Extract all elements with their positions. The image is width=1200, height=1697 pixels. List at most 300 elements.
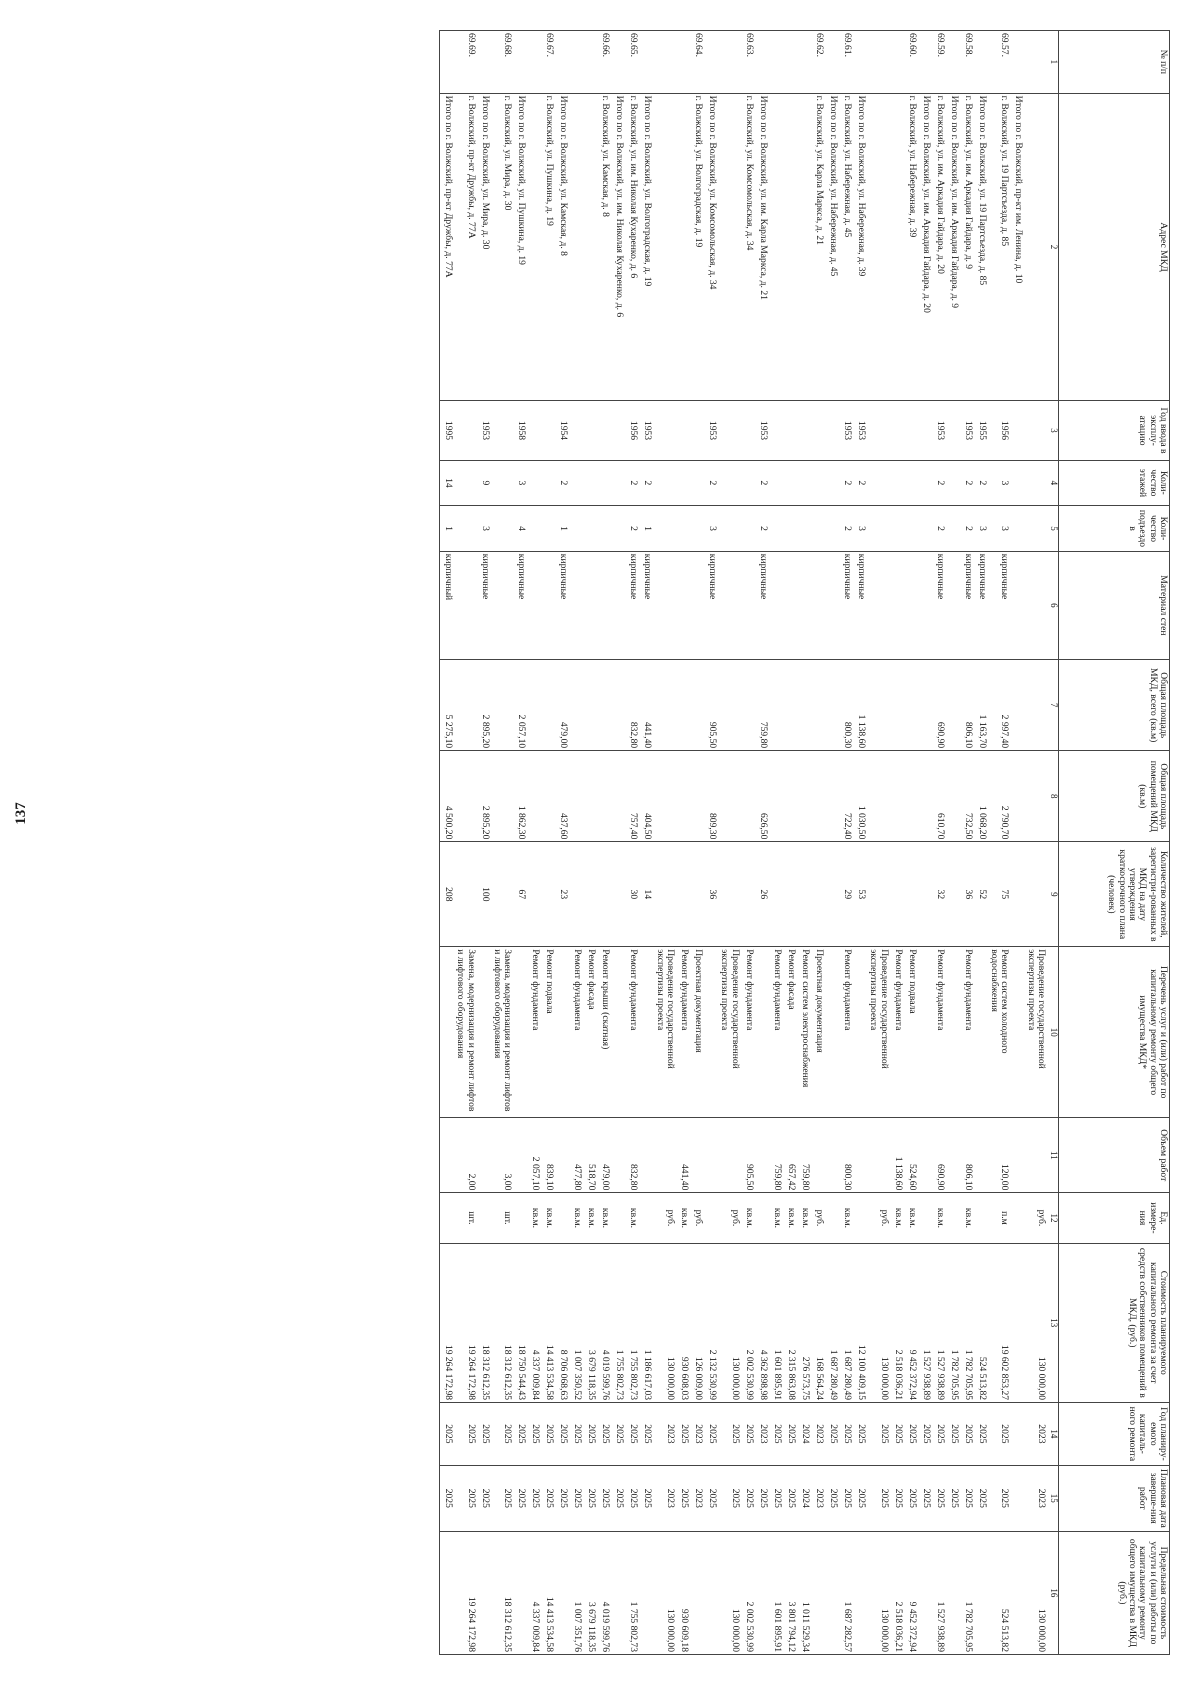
table-cell xyxy=(527,551,541,659)
table-cell xyxy=(825,506,839,552)
table-cell: 1 xyxy=(439,506,454,552)
table-cell xyxy=(946,660,960,751)
table-cell xyxy=(1010,1403,1024,1466)
table-row xyxy=(960,31,974,1655)
column-number: 9 xyxy=(1047,842,1059,947)
table-cell xyxy=(541,660,555,751)
table-cell: г. Волжский, ул. Пушкина, д. 19 xyxy=(541,93,555,401)
table-cell xyxy=(527,460,541,506)
table-cell: 732,50 xyxy=(960,751,974,842)
table-cell: 3 xyxy=(988,506,1011,552)
table-cell: кирпичные xyxy=(704,551,718,659)
table-cell xyxy=(918,660,932,751)
table-cell xyxy=(974,31,988,94)
table-cell: 441,40 xyxy=(639,660,653,751)
table-cell: 2025 xyxy=(477,1403,491,1466)
table-cell xyxy=(676,842,690,947)
table-cell xyxy=(825,551,839,659)
table-cell: 1 755 802,73 xyxy=(625,1243,639,1403)
table-cell: г. Волжский, ул. Комсомольская, д. 34 xyxy=(741,93,755,401)
table-cell: 2025 xyxy=(769,1403,783,1466)
table-cell: 18 312 612,35 xyxy=(491,1531,514,1654)
table-cell xyxy=(718,93,741,401)
table-cell: 1 163,70 xyxy=(974,660,988,751)
table-cell: 2025 xyxy=(741,1403,755,1466)
table-cell xyxy=(890,31,904,94)
table-cell xyxy=(1010,842,1024,947)
table-cell xyxy=(797,460,811,506)
table-cell: 2 xyxy=(639,460,653,506)
table-cell xyxy=(783,551,797,659)
table-row xyxy=(541,31,555,1655)
table-cell: 30 xyxy=(625,842,639,947)
table-cell xyxy=(946,842,960,947)
table-cell xyxy=(676,551,690,659)
table-cell: 2025 xyxy=(513,1403,527,1466)
table-cell: 2025 xyxy=(946,1465,960,1531)
table-cell: 130 000,00 xyxy=(867,1243,890,1403)
table-cell xyxy=(783,751,797,842)
table-cell xyxy=(890,660,904,751)
table-row xyxy=(569,31,583,1655)
table-cell: 1995 xyxy=(439,401,454,460)
table-cell xyxy=(1024,1118,1047,1193)
column-header: Коли-чество подъездо в xyxy=(1059,506,1170,552)
table-cell: 1 782 705,95 xyxy=(960,1243,974,1403)
table-cell xyxy=(783,506,797,552)
table-cell: 441,40 xyxy=(676,1118,690,1193)
table-cell: 2 895,20 xyxy=(477,751,491,842)
table-cell: г. Волжский, ул. Волгоградская, д. 19 xyxy=(690,93,704,401)
table-cell: 75 xyxy=(988,842,1011,947)
table-cell xyxy=(555,31,569,94)
table-cell: 437,60 xyxy=(555,751,569,842)
table-cell: 130 000,00 xyxy=(718,1531,741,1654)
table-cell: 1953 xyxy=(960,401,974,460)
table-cell: 1955 xyxy=(974,401,988,460)
column-number: 1 xyxy=(1047,31,1059,94)
table-row xyxy=(1024,31,1047,1655)
table-cell xyxy=(439,1118,454,1193)
table-cell: 2025 xyxy=(918,1465,932,1531)
table-cell: 2025 xyxy=(932,1403,946,1466)
table-cell: 18 312 612,35 xyxy=(477,1243,491,1403)
table-cell xyxy=(541,751,555,842)
table-cell xyxy=(1024,506,1047,552)
table-cell: 930 609,18 xyxy=(676,1531,690,1654)
table-cell xyxy=(890,551,904,659)
table-cell xyxy=(946,1531,960,1654)
table-cell: Итого по г. Волжский, пр-кт им. Ленина, д. 10 xyxy=(1010,93,1024,401)
table-cell: 126 009,00 xyxy=(690,1243,704,1403)
table-cell xyxy=(918,1193,932,1243)
column-header: Стоимость планируемого капитального ремонта за счет средств собственников помещений в МКД, (руб.) xyxy=(1059,1243,1170,1403)
table-cell: Ремонт систем электроснабжения xyxy=(797,947,811,1118)
table-cell: 759,80 xyxy=(797,1118,811,1193)
table-cell xyxy=(653,93,676,401)
column-header: Материал стен xyxy=(1059,551,1170,659)
table-cell xyxy=(1010,1118,1024,1193)
table-cell: 2 002 530,99 xyxy=(741,1531,755,1654)
table-cell: 1 007 351,76 xyxy=(569,1531,583,1654)
column-number: 6 xyxy=(1047,551,1059,659)
table-cell: кв.м. xyxy=(839,1193,853,1243)
table-cell xyxy=(569,31,583,94)
table-cell: 1 xyxy=(555,506,569,552)
table-cell: 2025 xyxy=(611,1465,625,1531)
table-cell: кв.м. xyxy=(769,1193,783,1243)
table-cell xyxy=(583,93,597,401)
table-cell: 2025 xyxy=(491,1465,514,1531)
table-cell xyxy=(690,401,704,460)
table-cell xyxy=(867,1118,890,1193)
table-cell: Ремонт фундамента xyxy=(769,947,783,1118)
column-header: Общая площадь МКД, всего (кв.м) xyxy=(1059,660,1170,751)
table-cell: 1 186 617,03 xyxy=(639,1243,653,1403)
table-cell xyxy=(1024,842,1047,947)
table-cell: Ремонт фундамента xyxy=(741,947,755,1118)
table-cell: 2 xyxy=(755,506,769,552)
table-cell: 2025 xyxy=(527,1403,541,1466)
table-cell: 2025 xyxy=(569,1465,583,1531)
table-cell xyxy=(1010,1193,1024,1243)
table-cell: кирпичные xyxy=(513,551,527,659)
table-cell: 2025 xyxy=(960,1465,974,1531)
table-cell xyxy=(867,551,890,659)
table-cell: Ремонт фундамента xyxy=(890,947,904,1118)
table-cell xyxy=(825,1531,839,1654)
column-header: Адрес МКД xyxy=(1059,93,1170,401)
table-cell xyxy=(718,460,741,506)
table-row xyxy=(932,31,946,1655)
table-cell: 130 000,00 xyxy=(718,1243,741,1403)
table-cell xyxy=(946,751,960,842)
table-cell xyxy=(597,751,611,842)
table-cell: г. Волжский, пр-кт Дружбы, д. 77А xyxy=(454,93,477,401)
table-cell: 29 xyxy=(839,842,853,947)
table-cell xyxy=(477,1193,491,1243)
table-cell xyxy=(569,401,583,460)
table-cell xyxy=(639,31,653,94)
table-cell xyxy=(946,506,960,552)
table-header xyxy=(1059,31,1170,1655)
column-header: Объем работ xyxy=(1059,1118,1170,1193)
table-cell xyxy=(825,660,839,751)
table-cell xyxy=(755,947,769,1118)
table-cell: 1953 xyxy=(853,401,867,460)
table-cell xyxy=(527,31,541,94)
table-cell: 2 xyxy=(704,460,718,506)
table-cell xyxy=(1010,947,1024,1118)
table-cell xyxy=(690,751,704,842)
table-cell: 69.67. xyxy=(541,31,555,94)
table-cell: Ремонт систем холодного водоснабжения xyxy=(988,947,1011,1118)
table-cell: Ремонт фундамента xyxy=(839,947,853,1118)
table-cell: 2 057,10 xyxy=(513,660,527,751)
table-cell: руб. xyxy=(867,1193,890,1243)
column-number: 15 xyxy=(1047,1465,1059,1531)
table-cell: 2025 xyxy=(853,1465,867,1531)
table-cell: 36 xyxy=(960,842,974,947)
table-cell xyxy=(904,401,918,460)
table-cell: Итого по г. Волжский, ул. им. Аркадия Гайдара, д. 9 xyxy=(946,93,960,401)
table-cell: 19 264 172,98 xyxy=(454,1243,477,1403)
table-cell: 69.58. xyxy=(960,31,974,94)
table-cell xyxy=(755,31,769,94)
table-cell: г. Волжский, ул. Карла Маркса, д. 21 xyxy=(811,93,825,401)
table-cell xyxy=(853,947,867,1118)
table-cell xyxy=(755,1531,769,1654)
table-cell: Проведение государственной экспертизы проекта xyxy=(1024,947,1047,1118)
table-row xyxy=(676,31,690,1655)
table-row xyxy=(918,31,932,1655)
table-cell xyxy=(676,660,690,751)
table-row xyxy=(741,31,755,1655)
table-cell xyxy=(555,1118,569,1193)
table-cell xyxy=(1024,93,1047,401)
table-cell: 4 019 599,76 xyxy=(597,1531,611,1654)
table-cell: 2025 xyxy=(439,1403,454,1466)
table-cell xyxy=(527,506,541,552)
table-cell xyxy=(867,31,890,94)
table-cell xyxy=(918,31,932,94)
table-cell xyxy=(690,460,704,506)
table-cell xyxy=(718,31,741,94)
table-cell: кв.м. xyxy=(541,1193,555,1243)
table-row xyxy=(946,31,960,1655)
table-row xyxy=(611,31,625,1655)
column-header: Ед. измере-ния xyxy=(1059,1193,1170,1243)
table-cell: 4 xyxy=(513,506,527,552)
table-cell xyxy=(853,1531,867,1654)
table-cell xyxy=(904,460,918,506)
table-cell: 2025 xyxy=(890,1403,904,1466)
table-row xyxy=(904,31,918,1655)
table-cell xyxy=(676,93,690,401)
table-cell xyxy=(477,1531,491,1654)
table-cell: 5 275,10 xyxy=(439,660,454,751)
table-cell xyxy=(439,31,454,94)
table-cell: Замена, модернизация и ремонт лифтов и лифтового оборудования xyxy=(454,947,477,1118)
table-cell: Ремонт подвала xyxy=(904,947,918,1118)
table-cell: 905,50 xyxy=(741,1118,755,1193)
table-cell: 69.62. xyxy=(811,31,825,94)
table-cell: Итого по г. Волжский, ул. Пушкина, д. 19 xyxy=(513,93,527,401)
table-cell xyxy=(741,506,755,552)
table-cell: Итого по г. Волжский, ул. Волгоградская, д. 19 xyxy=(639,93,653,401)
table-cell: кв.м. xyxy=(527,1193,541,1243)
table-cell xyxy=(583,31,597,94)
table-cell: 2025 xyxy=(513,1465,527,1531)
table-cell xyxy=(811,842,825,947)
table-cell: 3 679 118,35 xyxy=(583,1531,597,1654)
table-body xyxy=(439,31,1058,1655)
table-cell xyxy=(555,1193,569,1243)
table-cell: 806,10 xyxy=(960,1118,974,1193)
table-cell: 1 862,30 xyxy=(513,751,527,842)
table-cell: Итого по г. Волжский, ул. им. Аркадия Гайдара, д. 20 xyxy=(918,93,932,401)
table-cell: 1 687 282,57 xyxy=(839,1531,853,1654)
table-cell xyxy=(741,401,755,460)
table-cell xyxy=(1010,660,1024,751)
table-cell: кирпичные xyxy=(853,551,867,659)
table-cell xyxy=(527,401,541,460)
table-cell: 1953 xyxy=(755,401,769,460)
table-cell xyxy=(755,1193,769,1243)
table-cell: 3 xyxy=(988,460,1011,506)
table-cell: 3 679 118,35 xyxy=(583,1243,597,1403)
table-cell xyxy=(890,506,904,552)
table-cell: руб. xyxy=(718,1193,741,1243)
table-cell xyxy=(904,660,918,751)
table-cell xyxy=(583,506,597,552)
table-cell: 2025 xyxy=(597,1403,611,1466)
table-cell xyxy=(918,1531,932,1654)
table-cell xyxy=(769,842,783,947)
table-cell xyxy=(769,506,783,552)
table-cell xyxy=(569,751,583,842)
table-cell: 3 xyxy=(853,506,867,552)
table-cell: Итого по г. Волжский, ул. им. Карла Маркса, д. 21 xyxy=(755,93,769,401)
table-cell: 69.65. xyxy=(625,31,639,94)
table-cell xyxy=(811,1531,825,1654)
table-cell xyxy=(918,460,932,506)
table-cell: Ремонт фундамента xyxy=(932,947,946,1118)
table-cell: 2023 xyxy=(653,1403,676,1466)
table-cell: 67 xyxy=(513,842,527,947)
table-cell: Ремонт фасада xyxy=(583,947,597,1118)
table-cell: кирпичные xyxy=(839,551,853,659)
table-row xyxy=(597,31,611,1655)
table-cell: 1 138,60 xyxy=(890,1118,904,1193)
table-cell xyxy=(811,551,825,659)
table-cell xyxy=(825,751,839,842)
table-cell: 404,50 xyxy=(639,751,653,842)
table-row xyxy=(491,31,514,1655)
table-cell xyxy=(555,947,569,1118)
table-cell xyxy=(946,460,960,506)
table-cell: 208 xyxy=(439,842,454,947)
table-cell xyxy=(541,460,555,506)
column-number-row xyxy=(1047,31,1059,1655)
table-cell: Ремонт фундамента xyxy=(625,947,639,1118)
table-cell xyxy=(639,947,653,1118)
table-cell: 757,40 xyxy=(625,751,639,842)
table-cell xyxy=(918,401,932,460)
table-cell xyxy=(1010,751,1024,842)
table-cell: Итого по г. Волжский, ул. им. Николая Кухаренко, д. 6 xyxy=(611,93,625,401)
column-header: № п/п xyxy=(1059,31,1170,94)
table-cell xyxy=(718,401,741,460)
table-cell xyxy=(1010,506,1024,552)
table-cell: Проектная документация xyxy=(690,947,704,1118)
table-cell xyxy=(676,506,690,552)
table-cell: 14 413 534,58 xyxy=(541,1243,555,1403)
table-row xyxy=(653,31,676,1655)
table-cell xyxy=(946,947,960,1118)
table-cell: 2025 xyxy=(839,1403,853,1466)
table-cell xyxy=(454,660,477,751)
table-cell xyxy=(783,460,797,506)
table-row xyxy=(625,31,639,1655)
table-cell xyxy=(946,1118,960,1193)
table-cell: 2 057,10 xyxy=(527,1118,541,1193)
table-cell xyxy=(454,751,477,842)
table-cell xyxy=(946,1193,960,1243)
table-cell: кирпичные xyxy=(477,551,491,659)
table-cell: 4 337 009,84 xyxy=(527,1531,541,1654)
table-cell: 4 500,20 xyxy=(439,751,454,842)
table-cell: 832,80 xyxy=(625,1118,639,1193)
table-cell: 2024 xyxy=(797,1465,811,1531)
table-cell xyxy=(783,93,797,401)
table-cell: 2023 xyxy=(690,1403,704,1466)
table-cell xyxy=(491,660,514,751)
table-cell: 2025 xyxy=(741,1465,755,1531)
table-cell xyxy=(704,31,718,94)
table-cell xyxy=(890,842,904,947)
table-cell: 2 132 530,99 xyxy=(704,1243,718,1403)
table-cell xyxy=(797,401,811,460)
table-cell: 832,80 xyxy=(625,660,639,751)
table-cell: 2023 xyxy=(690,1465,704,1531)
table-cell: 130 000,00 xyxy=(1024,1531,1047,1654)
table-cell xyxy=(690,1118,704,1193)
table-row xyxy=(974,31,988,1655)
table-cell xyxy=(811,751,825,842)
table-cell xyxy=(769,460,783,506)
table-cell xyxy=(867,401,890,460)
table-cell xyxy=(890,93,904,401)
table-cell: 1 687 280,49 xyxy=(825,1243,839,1403)
table-cell xyxy=(918,947,932,1118)
table-cell: 1953 xyxy=(932,401,946,460)
table-cell xyxy=(491,506,514,552)
table-cell: кирпичные xyxy=(974,551,988,659)
table-cell xyxy=(918,842,932,947)
table-cell xyxy=(491,842,514,947)
table-cell: 19 602 853,27 xyxy=(988,1243,1011,1403)
table-cell xyxy=(1010,401,1024,460)
table-cell xyxy=(639,1193,653,1243)
table-cell: кирпичные xyxy=(988,551,1011,659)
table-cell xyxy=(783,401,797,460)
table-cell xyxy=(811,401,825,460)
table-cell: 1958 xyxy=(513,401,527,460)
table-cell xyxy=(825,842,839,947)
table-cell xyxy=(653,31,676,94)
table-row xyxy=(783,31,797,1655)
table-cell: 1954 xyxy=(555,401,569,460)
table-cell xyxy=(797,93,811,401)
table-cell xyxy=(439,1193,454,1243)
table-cell: 1 068,20 xyxy=(974,751,988,842)
table-cell xyxy=(611,1118,625,1193)
table-row xyxy=(477,31,491,1655)
table-cell xyxy=(611,506,625,552)
table-cell xyxy=(853,1193,867,1243)
table-cell xyxy=(718,660,741,751)
table-cell: Итого по г. Волжский, ул. Набережная, д. 45 xyxy=(825,93,839,401)
table-row xyxy=(454,31,477,1655)
column-header: Коли-чество этажей xyxy=(1059,460,1170,506)
table-cell xyxy=(653,1118,676,1193)
table-cell: 2023 xyxy=(1024,1465,1047,1531)
table-cell xyxy=(690,506,704,552)
table-cell: кв.м. xyxy=(904,1193,918,1243)
table-cell: 2 xyxy=(960,460,974,506)
table-cell: 1 xyxy=(639,506,653,552)
